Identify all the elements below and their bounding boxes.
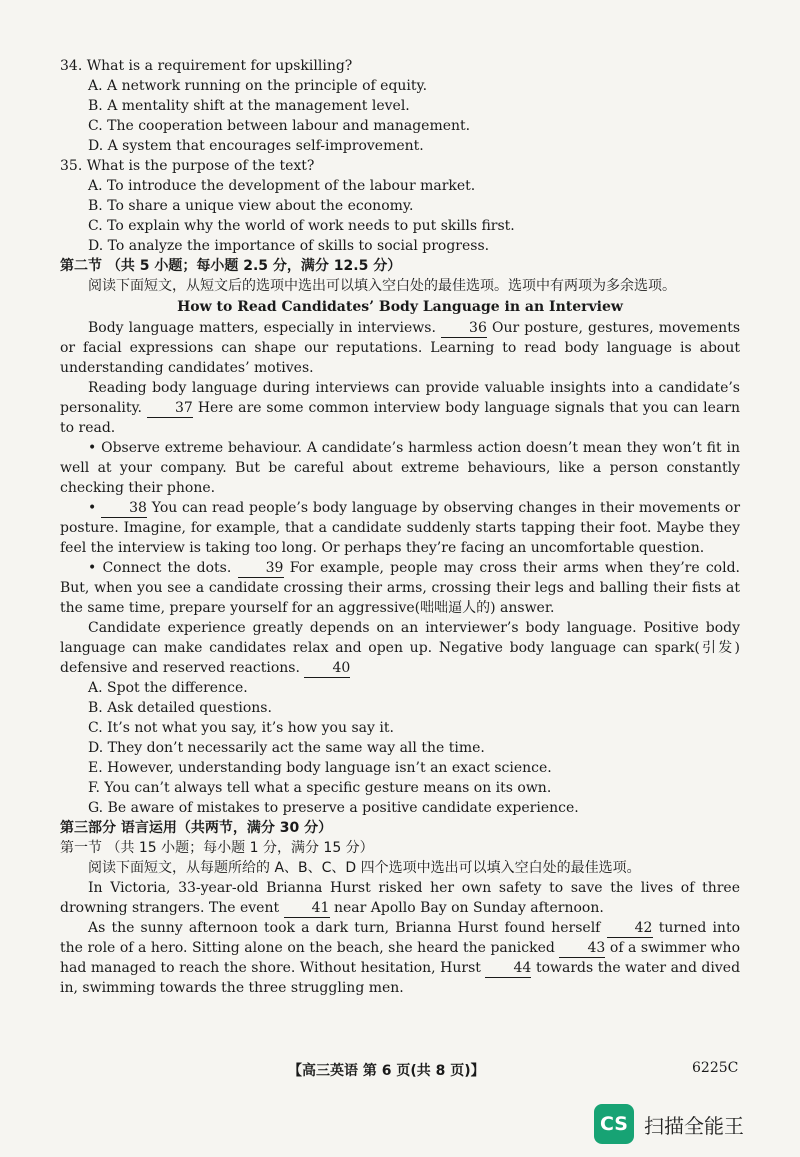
choice-a: A. Spot the difference. bbox=[88, 680, 248, 696]
blank-42[interactable]: 42 bbox=[607, 920, 653, 938]
choice-b: B. Ask detailed questions. bbox=[88, 700, 272, 716]
section2-heading: 第二节 （共 5 小题；每小题 2.5 分，满分 12.5 分） bbox=[60, 258, 402, 274]
q34-option-a: A. A network running on the principle of equity. bbox=[88, 78, 428, 94]
q35-option-a: A. To introduce the development of the labour market. bbox=[88, 178, 476, 194]
exam-page bbox=[60, 56, 740, 998]
blank-44[interactable]: 44 bbox=[485, 960, 531, 978]
choice-d: D. They don’t necessarily act the same way all the time. bbox=[88, 740, 485, 756]
part3-heading: 第三部分 语言运用（共两节，满分 30 分） bbox=[60, 820, 333, 836]
footer-code: 6225C bbox=[692, 1060, 739, 1076]
q34-option-c: C. The cooperation between labour and management. bbox=[88, 118, 471, 134]
q34-option-b: B. A mentality shift at the management level. bbox=[88, 98, 410, 114]
cloze-paragraph-2: As the sunny afternoon took a dark turn, Brianna Hurst found herself 42 turned into the role of a hero. Sitting alone on the beach, she heard the panicked 43 of a swimmer who had managed to reach the shore. Without hesitation, Hurst 44 towards the water and dived in, swimming towards the three struggling men. bbox=[60, 920, 741, 996]
choice-c: C. It’s not what you say, it’s how you say it. bbox=[88, 720, 394, 736]
passage-paragraph-5: • Connect the dots. 39 For example, people may cross their arms when they’re cold. But, when you see a candidate crossing their arms, crossing their legs and balling their fists at the same time, prepare yourself for an aggressive(咄咄逼人的) answer. bbox=[60, 560, 740, 616]
cloze-paragraph-1: In Victoria, 33-year-old Brianna Hurst risked her own safety to save the lives of three drowning strangers. The event 41 near Apollo Bay on Sunday afternoon. bbox=[60, 880, 740, 916]
blank-39[interactable]: 39 bbox=[238, 560, 284, 578]
blank-36[interactable]: 36 bbox=[441, 320, 487, 338]
q35-option-c: C. To explain why the world of work needs to put skills first. bbox=[88, 218, 515, 234]
passage-paragraph-6: Candidate experience greatly depends on an interviewer’s body language. Positive body language can make candidates relax and open up. Negative body language can spark(引发) defensive and reserved reactions. 40 bbox=[60, 620, 740, 676]
blank-40[interactable]: 40 bbox=[304, 660, 350, 678]
footer-page-label: 【高三英语 第 6 页(共 8 页)】 bbox=[288, 1063, 485, 1079]
choice-f: F. You can’t always tell what a specific gesture means on its own. bbox=[88, 780, 552, 796]
passage-paragraph-2: Reading body language during interviews can provide valuable insights into a candidate’s personality. 37 Here are some common interview body language signals that you can learn to read. bbox=[60, 380, 741, 436]
passage-paragraph-1: Body language matters, especially in interviews. 36 Our posture, gestures, movements or facial expressions can shape our reputations. Learning to read body language is about understanding candidates’ motives. bbox=[60, 320, 741, 376]
camscanner-watermark bbox=[594, 1104, 744, 1144]
blank-41[interactable]: 41 bbox=[284, 900, 330, 918]
part3-section1-heading: 第一节 （共 15 小题；每小题 1 分，满分 15 分） bbox=[60, 840, 374, 856]
question-35: 35. What is the purpose of the text? bbox=[60, 158, 315, 174]
camscanner-logo-icon: CS bbox=[594, 1104, 634, 1144]
q35-option-b: B. To share a unique view about the economy. bbox=[88, 198, 414, 214]
blank-37[interactable]: 37 bbox=[147, 400, 193, 418]
passage-paragraph-4: • 38 You can read people’s body language by observing changes in their movements or posture. Imagine, for example, that a candidate suddenly starts tapping their foot. Maybe they feel the interview is taking too long. Or perhaps they’re facing an uncomfortable question. bbox=[60, 500, 741, 556]
watermark-text: 扫描全能王 bbox=[644, 1113, 744, 1138]
blank-43[interactable]: 43 bbox=[559, 940, 605, 958]
passage-paragraph-3: • Observe extreme behaviour. A candidate’s harmless action doesn’t mean they won’t fit in well at your company. But be careful about extreme behaviours, like a person constantly checking their phone. bbox=[60, 440, 740, 496]
choice-e: E. However, understanding body language isn’t an exact science. bbox=[88, 760, 552, 776]
blank-38[interactable]: 38 bbox=[101, 500, 147, 518]
passage-title: How to Read Candidates’ Body Language in an Interview bbox=[177, 299, 623, 315]
section2-instructions: 阅读下面短文，从短文后的选项中选出可以填入空白处的最佳选项。选项中有两项为多余选项。 bbox=[88, 278, 676, 294]
q34-option-d: D. A system that encourages self-improvement. bbox=[88, 138, 424, 154]
choice-g: G. Be aware of mistakes to preserve a positive candidate experience. bbox=[88, 800, 579, 816]
question-34: 34. What is a requirement for upskilling? bbox=[60, 58, 353, 74]
part3-instructions: 阅读下面短文，从每题所给的 A、B、C、D 四个选项中选出可以填入空白处的最佳选项。 bbox=[88, 860, 641, 876]
q35-option-d: D. To analyze the importance of skills to social progress. bbox=[88, 238, 490, 254]
